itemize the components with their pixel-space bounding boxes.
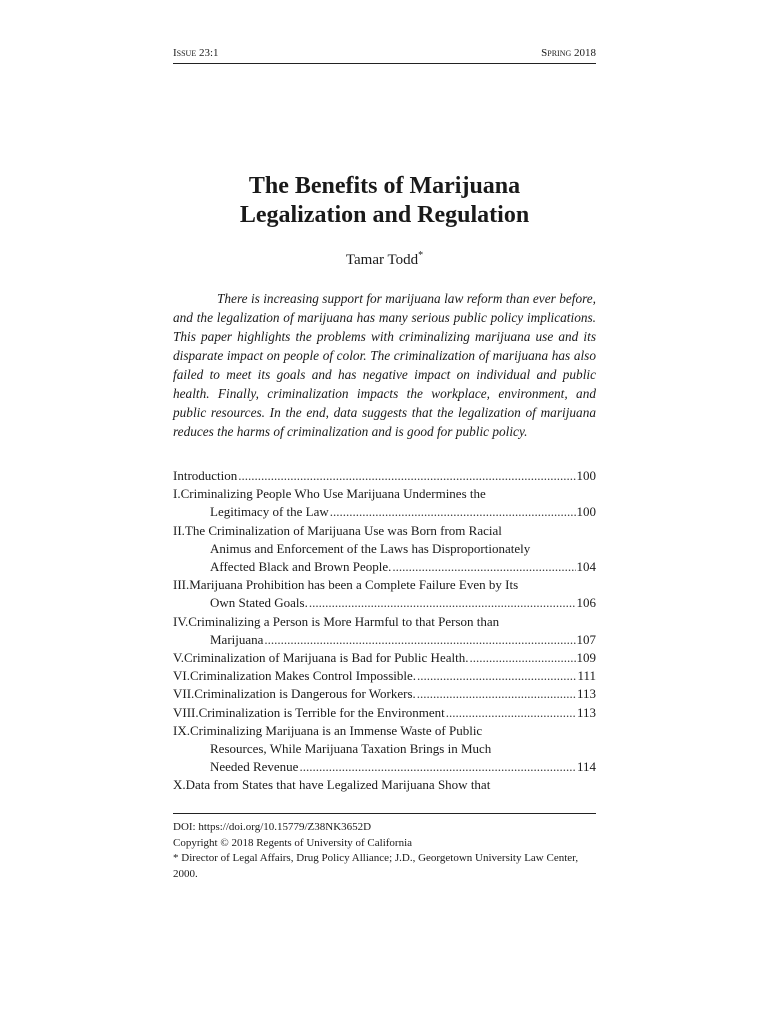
doi-line: DOI: https://doi.org/10.15779/Z38NK3652D bbox=[173, 821, 372, 833]
toc-entry-title: IV.Criminalizing a Person is More Harmful to that Person than bbox=[173, 613, 500, 629]
toc-entry-title: Needed Revenue bbox=[210, 759, 299, 775]
toc-leader-dots bbox=[309, 594, 576, 612]
running-header bbox=[173, 47, 596, 64]
toc-page-number: 104 bbox=[576, 559, 596, 575]
toc-leader-dots bbox=[392, 558, 575, 576]
author-footnote: * Director of Legal Affairs, Drug Policy Alliance; J.D., Georgetown University Law Center, 2000. bbox=[173, 852, 579, 880]
toc-line bbox=[173, 722, 596, 740]
toc-line bbox=[173, 540, 596, 558]
toc-entry bbox=[173, 485, 596, 521]
toc-entry-title: I.Criminalizing People Who Use Marijuana Undermines the bbox=[173, 486, 486, 502]
table-of-contents bbox=[173, 467, 596, 795]
toc-leader-dots bbox=[446, 704, 576, 722]
toc-entry-title: V.Criminalization of Marijuana is Bad for Public Health. bbox=[173, 650, 469, 666]
toc-leader-dots bbox=[417, 667, 576, 685]
copyright-line: Copyright © 2018 Regents of University of California bbox=[173, 836, 413, 849]
toc-page-number: 100 bbox=[576, 504, 596, 520]
toc-entry bbox=[173, 467, 596, 485]
issue-label: Issue 23:1 bbox=[173, 47, 219, 59]
toc-line bbox=[173, 576, 596, 594]
toc-leader-dots bbox=[417, 685, 576, 703]
author-footnote-mark: * bbox=[418, 250, 424, 261]
toc-page-number: 113 bbox=[576, 686, 596, 702]
toc-entry-title: Own Stated Goals. bbox=[210, 595, 308, 611]
toc-entry-title: Animus and Enforcement of the Laws has Disproportionately bbox=[210, 540, 531, 556]
toc-leader-dots bbox=[299, 758, 576, 776]
toc-entry-title: Affected Black and Brown People. bbox=[210, 559, 392, 575]
toc-page-number: 107 bbox=[576, 631, 596, 647]
toc-page-number: 114 bbox=[576, 759, 596, 775]
toc-page-number: 106 bbox=[576, 595, 596, 611]
toc-line bbox=[173, 776, 596, 794]
toc-line bbox=[173, 631, 596, 649]
toc-entry bbox=[173, 522, 596, 577]
toc-entry-title: VI.Criminalization Makes Control Impossible. bbox=[173, 668, 416, 684]
toc-line bbox=[173, 558, 596, 576]
toc-line bbox=[173, 758, 596, 776]
footnote-divider bbox=[173, 813, 596, 814]
toc-line bbox=[173, 485, 596, 503]
toc-entry bbox=[173, 576, 596, 612]
toc-leader-dots bbox=[330, 503, 576, 521]
toc-entry-title: VII.Criminalization is Dangerous for Workers. bbox=[173, 686, 416, 702]
season-label: Spring 2018 bbox=[541, 47, 596, 59]
toc-leader-dots bbox=[469, 649, 575, 667]
article-title bbox=[173, 172, 596, 230]
toc-line bbox=[173, 503, 596, 521]
toc-entry bbox=[173, 649, 596, 667]
toc-page-number: 100 bbox=[576, 468, 596, 483]
title-line-1: The Benefits of Marijuana bbox=[248, 173, 521, 199]
toc-leader-dots bbox=[264, 631, 575, 649]
footnotes bbox=[173, 820, 596, 882]
toc-entry bbox=[173, 685, 596, 703]
toc-entry-title: Resources, While Marijuana Taxation Brings in Much bbox=[210, 741, 492, 757]
abstract: There is increasing support for marijuana law reform than ever before, and the legalization of marijuana has many serious public policy implications. This paper highlights the problems with criminalizing marijuana use and its disparate impact on people of color. The criminalization of marijuana has also failed to meet its goals and has negative impact on individual and public health. Finally, criminalization impacts the workplace, environment, and public resources. In the end, data suggests that the legalization of marijuana reduces the harms of criminalization and is good for public policy. bbox=[173, 291, 596, 439]
toc-line bbox=[173, 594, 596, 612]
toc-line bbox=[173, 685, 596, 703]
toc-entry-title: IX.Criminalizing Marijuana is an Immense Waste of Public bbox=[173, 722, 483, 738]
author-name bbox=[173, 250, 596, 269]
toc-line bbox=[173, 613, 596, 631]
title-line-2: Legalization and Regulation bbox=[239, 202, 530, 228]
toc-entry bbox=[173, 613, 596, 649]
toc-entry-title: Marijuana bbox=[210, 631, 264, 647]
toc-entry bbox=[173, 667, 596, 685]
toc-page-number: 113 bbox=[576, 704, 596, 720]
toc-line bbox=[173, 740, 596, 758]
toc-line bbox=[173, 667, 596, 685]
toc-page-number: 111 bbox=[577, 668, 596, 684]
toc-entry-title: II.The Criminalization of Marijuana Use was Born from Racial bbox=[173, 522, 502, 538]
toc-entry-title: Legitimacy of the Law bbox=[210, 504, 329, 520]
toc-line bbox=[173, 467, 596, 485]
toc-entry bbox=[173, 704, 596, 722]
toc-leader-dots bbox=[238, 467, 575, 485]
toc-entry-title: Introduction bbox=[173, 468, 238, 483]
toc-line bbox=[173, 649, 596, 667]
toc-page-number: 109 bbox=[576, 650, 596, 666]
toc-entry bbox=[173, 776, 596, 794]
toc-entry bbox=[173, 722, 596, 777]
author-text: Tamar Todd bbox=[345, 252, 419, 268]
toc-entry-title: VIII.Criminalization is Terrible for the Environment bbox=[173, 704, 445, 720]
toc-entry-title: X.Data from States that have Legalized Marijuana Show that bbox=[173, 777, 491, 793]
toc-line bbox=[173, 522, 596, 540]
toc-line bbox=[173, 704, 596, 722]
toc-entry-title: III.Marijuana Prohibition has been a Complete Failure Even by Its bbox=[173, 577, 519, 593]
